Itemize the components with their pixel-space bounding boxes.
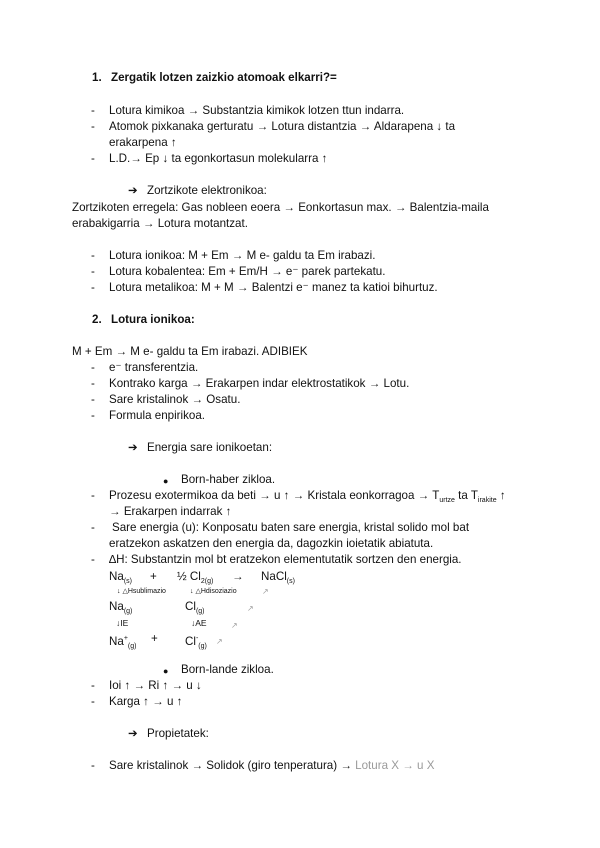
list-item: Lotura ionikoa: M + Em → M e- galdu ta Em irabazi. [109, 249, 376, 262]
list-item: ∆H: Substantzin mol bt eratzekon elementutatik sortzen den energia. [109, 553, 462, 566]
dash-icon: - [91, 249, 95, 262]
arrow-bullet-icon: ➔ [128, 441, 138, 454]
cycle-diagonal-arrow-icon: ↗ [247, 604, 254, 613]
list-item: Sare kristalinok → Osatu. [109, 393, 241, 406]
dash-icon: - [91, 361, 95, 374]
list-item: Sare kristalinok → Solidok (giro tenperatura) → Lotura X → u X [109, 759, 435, 772]
subheading: Energia sare ionikoetan: [147, 441, 273, 454]
cycle-ie: ↓IE [116, 618, 129, 628]
section1-number: 1. [92, 71, 102, 84]
arrow-bullet-icon: ➔ [128, 727, 138, 740]
list-item: Lotura metalikoa: M + M → Balentzi e⁻ manez ta katioi bihurtuz. [109, 281, 438, 294]
cycle-cl-ion: $Cl^-_{(g)}$ [185, 635, 207, 650]
dash-icon: - [91, 679, 95, 692]
list-item: Ioi ↑ → Ri ↑ → u ↓ [109, 679, 202, 692]
cycle-dh-disoziazio: ↓ △Hdisoziazio [190, 588, 237, 595]
cycle-diagonal-arrow-icon: ↗ [216, 637, 223, 646]
paragraph-line: erabakigarria → Lotura motantzat. [72, 217, 248, 230]
cycle-plus: + [150, 570, 157, 583]
arrow-bullet-icon: ➔ [128, 184, 138, 197]
list-item: Karga ↑ → u ↑ [109, 695, 183, 708]
list-item: Formula enpirikoa. [109, 409, 206, 422]
list-heading: Born-lande zikloa. [181, 663, 274, 676]
paragraph-line: Zortzikoten erregela: Gas nobleen eoera → Eonkortasun max. → Balentzia-maila [72, 201, 489, 214]
paragraph-line: M + Em → M e- galdu ta Em irabazi. ADIBIEK [72, 345, 308, 358]
dash-icon: - [91, 759, 95, 772]
dot-bullet-icon: ● [163, 666, 169, 676]
section1-title: Zergatik lotzen zaizkio atomoak elkarri?= [111, 71, 337, 84]
cycle-plus: + [151, 632, 158, 645]
dash-icon: - [91, 521, 95, 534]
dash-icon: - [91, 104, 95, 117]
list-item: Atomok pixkanaka gerturatu → Lotura distantzia → Aldarapena ↓ ta [109, 120, 456, 133]
list-heading: Born-haber zikloa. [181, 473, 276, 486]
list-item: Sare energia (u): Konposatu baten sare energia, kristal solido mol bat [112, 521, 470, 534]
dash-icon: - [91, 281, 95, 294]
cycle-ae: ↓AE [191, 618, 207, 628]
cycle-dh-sublimazio: ↓ △Hsublimazio [117, 588, 166, 595]
dash-icon: - [91, 265, 95, 278]
dash-icon: - [91, 489, 95, 502]
dash-icon: - [91, 120, 95, 133]
list-item-continuation: eratzekon askatzen den energia da, dagozkin ioietatik abiatuta. [109, 537, 434, 550]
list-item-continuation: erakarpena ↑ [109, 136, 177, 149]
dash-icon: - [91, 152, 95, 165]
subheading: Zortzikote elektronikoa: [147, 184, 267, 197]
dash-icon: - [91, 553, 95, 566]
cycle-nacl: NaCl$_{(s)}$ [261, 570, 295, 585]
dot-bullet-icon: ● [163, 476, 169, 486]
list-item: L.D.→ Ep ↓ ta egonkortasun molekularra ↑ [109, 152, 328, 165]
cycle-arrow-icon: → [232, 570, 244, 583]
list-item-continuation: → Erakarpen indarrak ↑ [109, 505, 232, 518]
dash-icon: - [91, 695, 95, 708]
dash-icon: - [91, 377, 95, 390]
dash-icon: - [91, 393, 95, 406]
subheading: Propietatek: [147, 727, 209, 740]
list-item: Prozesu exotermikoa da beti → u ↑ → Kristala eonkorragoa → $T_{urtze}$ ta $T_{irakite}$ ↑ [109, 489, 506, 504]
section2-number: 2. [92, 313, 102, 326]
dash-icon: - [91, 409, 95, 422]
cycle-diagonal-arrow-icon: ↗ [231, 621, 238, 630]
list-item: Kontrako karga → Erakarpen indar elektrostatikok → Lotu. [109, 377, 410, 390]
cycle-half-cl2: ½ $Cl_{2(g)}$ [177, 570, 214, 585]
cycle-na-solid: $Na_{(s)}$ [109, 570, 132, 585]
list-item: Lotura kobalentea: Em + Em/H → e⁻ parek partekatu. [109, 265, 386, 278]
cycle-diagonal-arrow-icon: ↗ [262, 587, 269, 596]
section2-title: Lotura ionikoa: [111, 313, 195, 326]
cycle-na-ion: $Na^+_{(g)}$ [109, 635, 137, 650]
list-item: Lotura kimikoa → Substantzia kimikok lotzen ttun indarra. [109, 104, 405, 117]
cycle-na-gas: $Na_{(g)}$ [109, 600, 133, 615]
cycle-cl-gas: $Cl_{(g)}$ [185, 600, 205, 615]
list-item: e⁻ transferentzia. [109, 361, 199, 374]
